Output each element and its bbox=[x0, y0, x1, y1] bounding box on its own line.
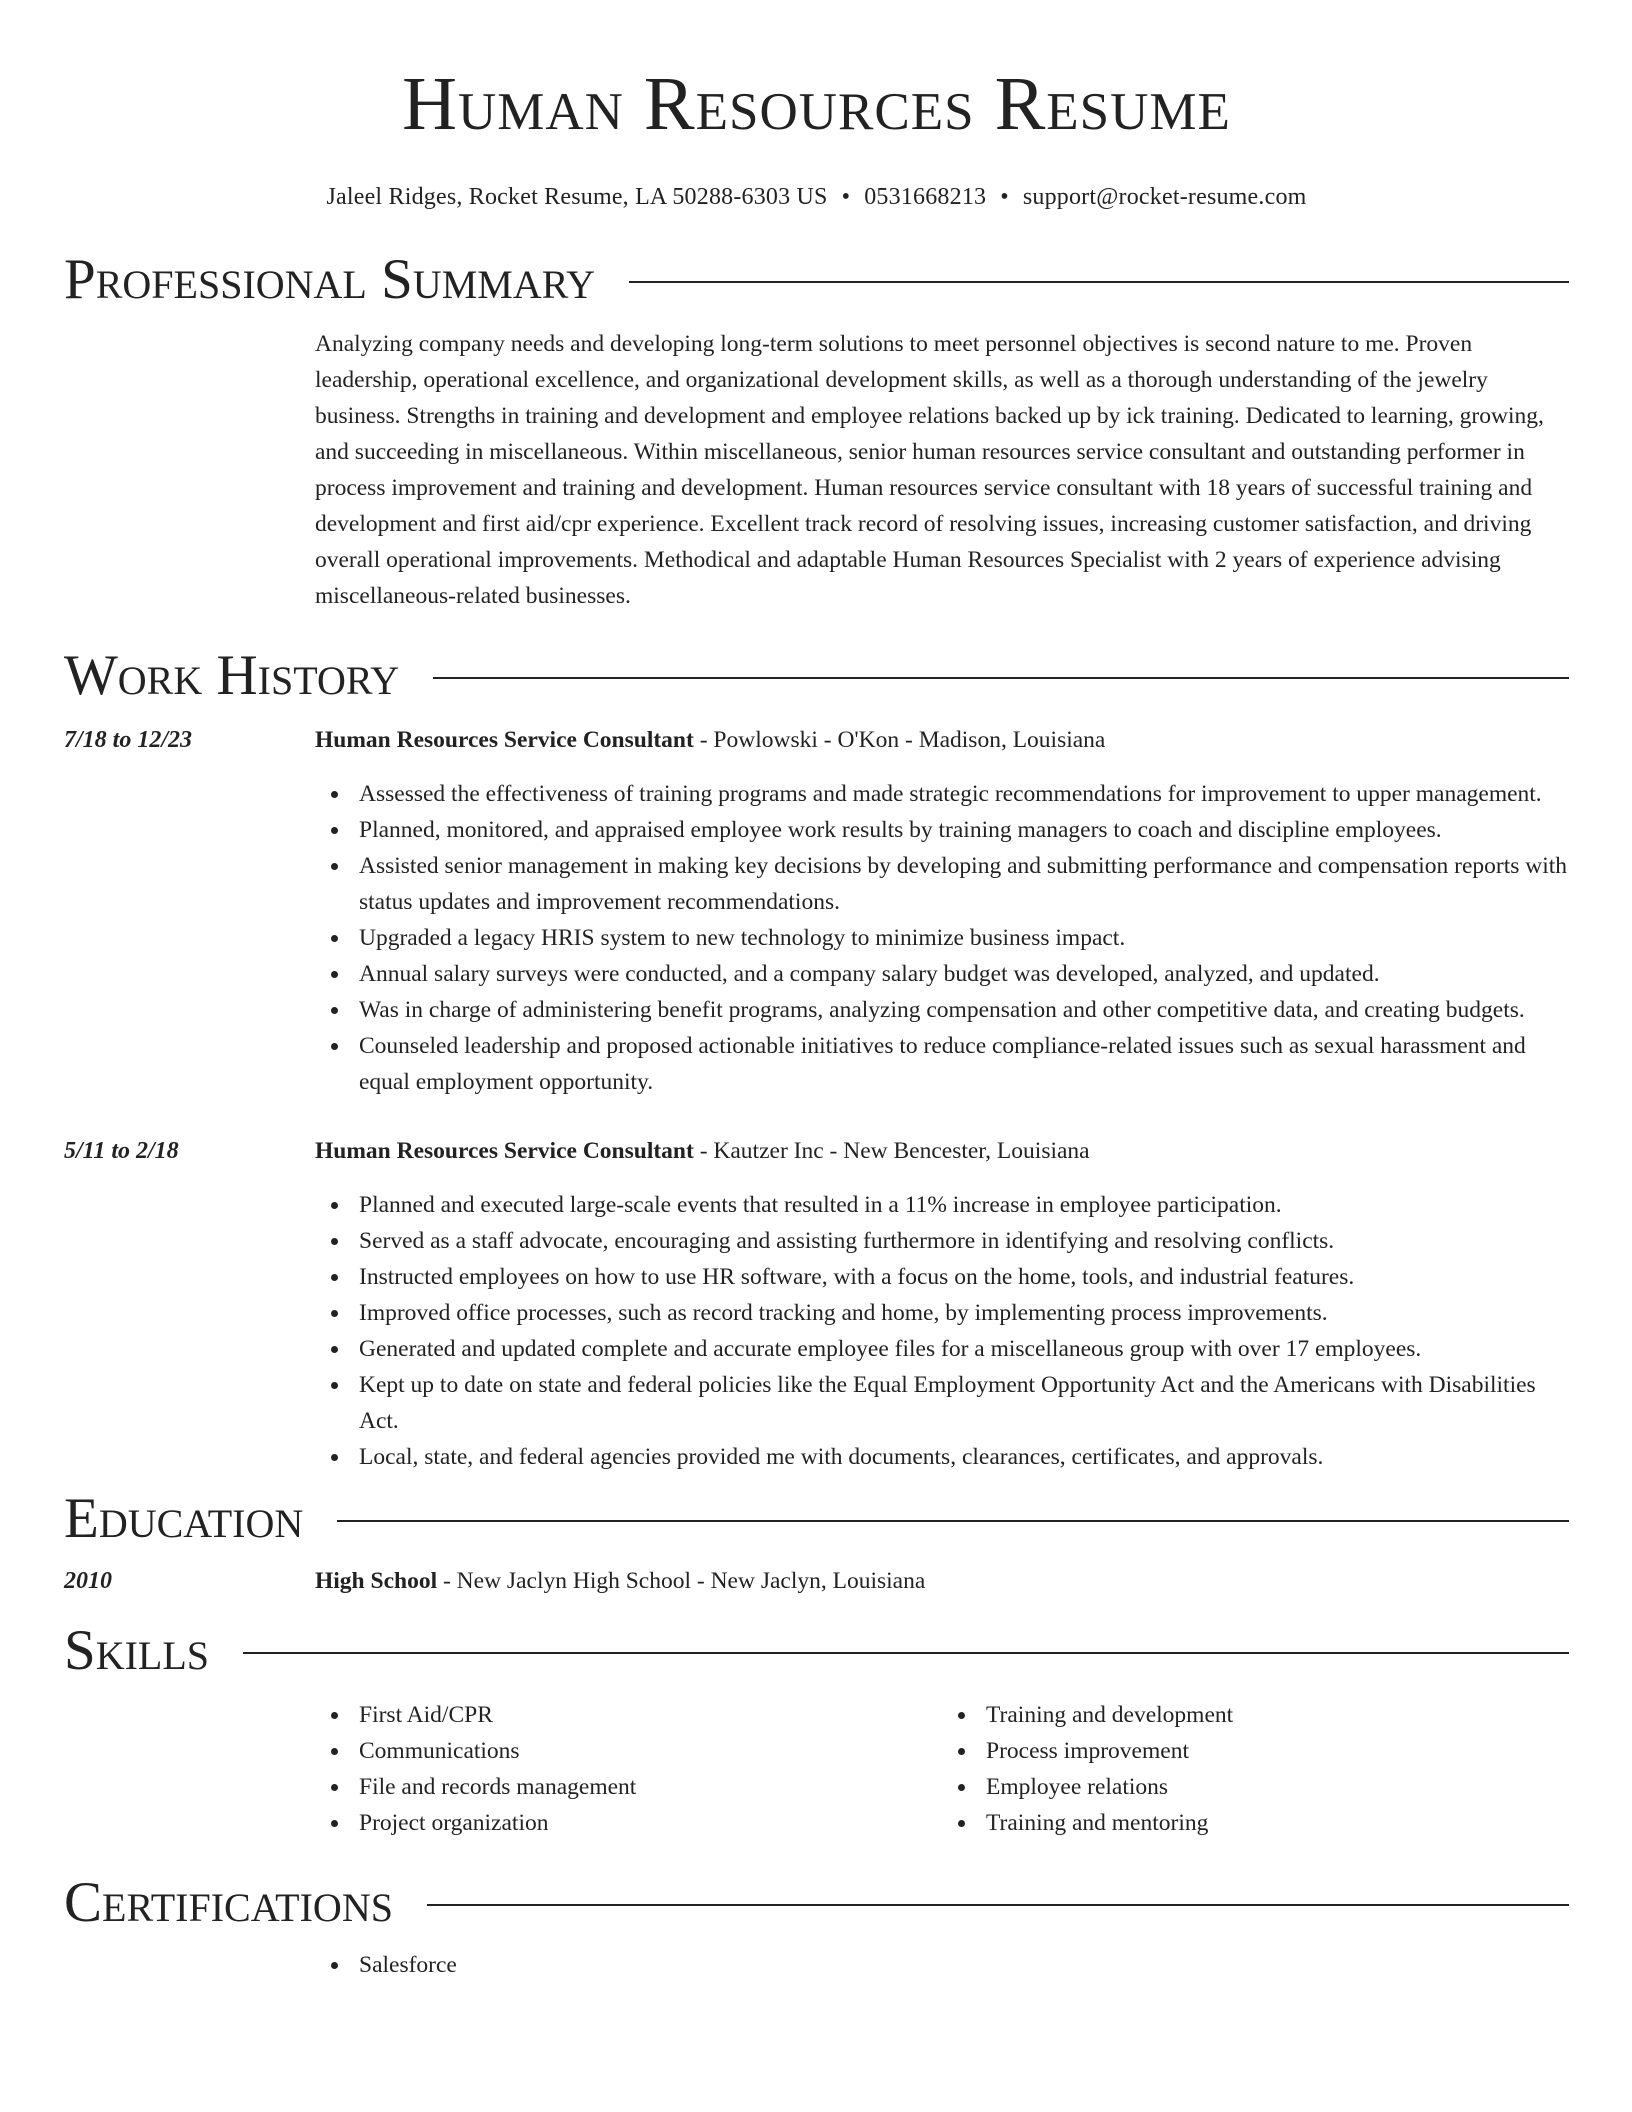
resume-title: Human Resources Resume bbox=[402, 62, 1231, 146]
job-bullets-row bbox=[64, 1187, 1569, 1475]
certifications-header bbox=[64, 1871, 1569, 1935]
job-bullet-list bbox=[315, 776, 1569, 1100]
summary-section bbox=[64, 248, 1569, 614]
summary-header bbox=[64, 248, 1569, 312]
list-item: Training and mentoring bbox=[942, 1805, 1569, 1841]
job-entry bbox=[64, 1133, 1569, 1169]
list-item: Counseled leadership and proposed actionable initiatives to reduce compliance-related issues such as sexual harassment and equal employment opportunity. bbox=[315, 1028, 1569, 1100]
list-item: Served as a staff advocate, encouraging and assisting furthermore in identifying and resolving conflicts. bbox=[315, 1223, 1569, 1259]
education-entry bbox=[64, 1563, 1569, 1599]
section-divider bbox=[243, 1652, 1569, 1654]
job-title: Human Resources Service Consultant bbox=[315, 1138, 694, 1164]
certifications-heading: Certifications bbox=[64, 1871, 393, 1934]
work-history-heading: Work History bbox=[64, 644, 400, 707]
education-section bbox=[64, 1487, 1569, 1599]
job-heading bbox=[315, 722, 1569, 758]
section-divider bbox=[427, 1904, 1569, 1906]
list-item: Annual salary surveys were conducted, and a company salary budget was developed, analyzed, and updated. bbox=[315, 956, 1569, 992]
list-item: Training and development bbox=[942, 1697, 1569, 1733]
education-heading: Education bbox=[64, 1487, 304, 1550]
job-heading bbox=[315, 1133, 1569, 1169]
job-details: - Kautzer Inc - New Bencester, Louisiana bbox=[693, 1138, 1090, 1164]
job-dates: 7/18 to 12/23 bbox=[64, 727, 193, 753]
list-item: File and records management bbox=[315, 1769, 942, 1805]
list-item: Upgraded a legacy HRIS system to new technology to minimize business impact. bbox=[315, 920, 1569, 956]
list-item: Local, state, and federal agencies provided me with documents, clearances, certificates, and approvals. bbox=[315, 1439, 1569, 1475]
skills-heading: Skills bbox=[64, 1619, 210, 1682]
list-item: Process improvement bbox=[942, 1733, 1569, 1769]
list-item: Assisted senior management in making key decisions by developing and submitting performance and compensation reports with status updates and improvement recommendations. bbox=[315, 848, 1569, 920]
skills-section bbox=[64, 1619, 1569, 1841]
contact-address: Jaleel Ridges, Rocket Resume, LA 50288-6303 US bbox=[326, 184, 828, 210]
contact-separator: • bbox=[841, 184, 851, 210]
list-item: Kept up to date on state and federal policies like the Equal Employment Opportunity Act and the Americans with Disabilities Act. bbox=[315, 1367, 1569, 1439]
list-item: Generated and updated complete and accurate employee files for a miscellaneous group with over 17 employees. bbox=[315, 1331, 1569, 1367]
list-item: Assessed the effectiveness of training programs and made strategic recommendations for improvement to upper management. bbox=[315, 776, 1569, 812]
list-item: Planned and executed large-scale events that resulted in a 11% increase in employee participation. bbox=[315, 1187, 1569, 1223]
list-item: Instructed employees on how to use HR software, with a focus on the home, tools, and industrial features. bbox=[315, 1259, 1569, 1295]
job-title: Human Resources Service Consultant bbox=[315, 727, 694, 753]
list-item: Project organization bbox=[315, 1805, 942, 1841]
skills-columns bbox=[315, 1697, 1569, 1841]
skills-header bbox=[64, 1619, 1569, 1683]
list-item: Was in charge of administering benefit programs, analyzing compensation and other competitive data, and creating budgets. bbox=[315, 992, 1569, 1028]
list-item: First Aid/CPR bbox=[315, 1697, 942, 1733]
job-bullets-row bbox=[64, 776, 1569, 1100]
contact-separator: • bbox=[1000, 184, 1009, 210]
education-heading-line bbox=[315, 1563, 1569, 1599]
contact-phone: 0531668213 bbox=[864, 184, 987, 210]
job-bullet-list bbox=[315, 1187, 1569, 1475]
summary-text: Analyzing company needs and developing long-term solutions to meet personnel objectives is second nature to me. Proven leadership, operational excellence, and organizational development skills, as well as a thorough understanding of the jewelry business. Strengths in training and development and employee relations backed up by ick training. Dedicated to learning, growing, and succeeding in miscellaneous. Within miscellaneous, senior human resources service consultant and outstanding performer in process improvement and training and development. Human resources service consultant with 18 years of successful training and development and first aid/cpr experience. Excellent track record of resolving issues, increasing customer satisfaction, and driving overall operational improvements. Methodical and adaptable Human Resources Specialist with 2 years of experience advising miscellaneous-related businesses. bbox=[315, 331, 1544, 609]
certifications-row bbox=[64, 1947, 1569, 1983]
job-details: - Powlowski - O'Kon - Madison, Louisiana bbox=[693, 727, 1106, 753]
education-degree: High School bbox=[315, 1568, 438, 1594]
list-item: Employee relations bbox=[942, 1769, 1569, 1805]
list-item: Planned, monitored, and appraised employee work results by training managers to coach and discipline employees. bbox=[315, 812, 1569, 848]
contact-email: support@rocket-resume.com bbox=[1022, 184, 1307, 210]
certifications-list bbox=[315, 1947, 1569, 1983]
list-item: Communications bbox=[315, 1733, 942, 1769]
summary-heading: Professional Summary bbox=[64, 248, 596, 311]
skills-column-2 bbox=[942, 1697, 1569, 1841]
education-details: - New Jaclyn High School - New Jaclyn, Louisiana bbox=[437, 1568, 926, 1594]
list-item: Improved office processes, such as record tracking and home, by implementing process improvements. bbox=[315, 1295, 1569, 1331]
section-divider bbox=[629, 281, 1569, 283]
work-history-header bbox=[64, 644, 1569, 708]
section-divider bbox=[337, 1520, 1569, 1522]
skills-column-1 bbox=[315, 1697, 942, 1841]
certifications-section bbox=[64, 1871, 1569, 1983]
job-entry bbox=[64, 722, 1569, 758]
education-header bbox=[64, 1487, 1569, 1551]
list-item: Salesforce bbox=[315, 1947, 1569, 1983]
job-dates: 5/11 to 2/18 bbox=[64, 1138, 179, 1164]
contact-line bbox=[64, 182, 1569, 212]
education-year: 2010 bbox=[64, 1568, 112, 1594]
section-divider bbox=[433, 677, 1569, 679]
work-history-section bbox=[64, 644, 1569, 1475]
